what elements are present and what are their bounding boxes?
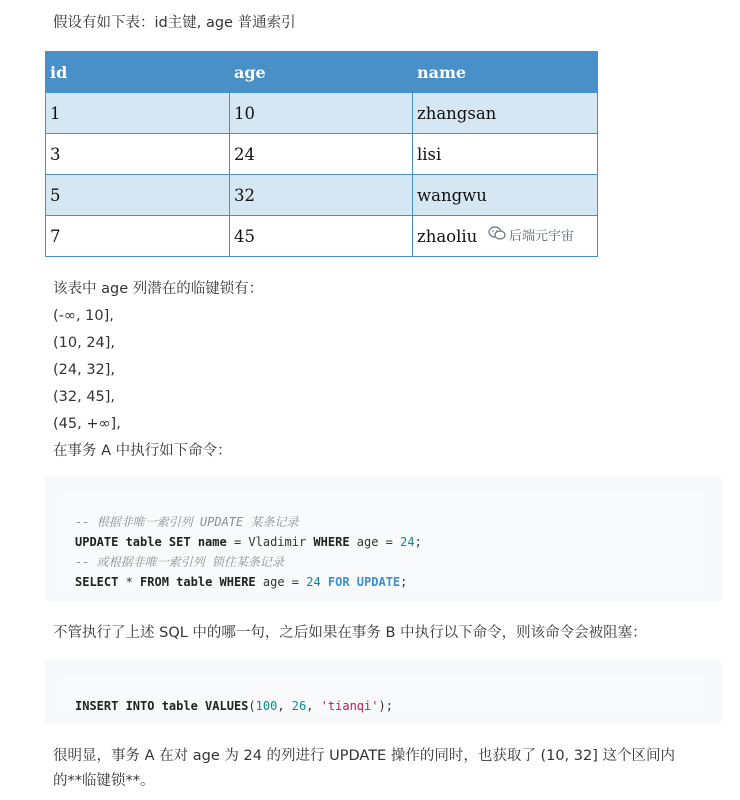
header-name: name: [413, 52, 598, 93]
cell-id: 5: [46, 175, 230, 216]
interval-item: (10, 24],: [53, 335, 116, 351]
interval-item: (24, 32],: [53, 362, 116, 378]
conclusion-line: 很明显，事务 A 在对 age 为 24 的列进行 UPDATE 操作的同时，也获取了 (10, 32] 这个区间内: [53, 748, 675, 764]
cell-id: 3: [46, 134, 230, 175]
code-line: UPDATE table SET name = Vladimir WHERE age = 24;: [75, 535, 422, 549]
code-line: INSERT INTO table VALUES(100, 26, 'tianqi');: [75, 699, 393, 713]
cell-id: 1: [46, 93, 230, 134]
intro-text: 假设有如下表：id主键, age 普通索引: [53, 15, 296, 31]
code-line: [75, 512, 708, 532]
code-comment: -- 根据非唯一索引列 UPDATE 某条记录: [75, 515, 299, 529]
code-comment: -- 或根据非唯一索引列 锁住某条记录: [75, 555, 284, 569]
tx-a-intro: 在事务 A 中执行如下命令：: [53, 443, 232, 459]
cell-id: 7: [46, 216, 230, 257]
interval-item: (32, 45],: [53, 389, 116, 405]
cell-age: 10: [230, 93, 413, 134]
watermark: [488, 225, 574, 244]
table-header-row: [46, 52, 598, 93]
cell-name: zhaoliu: [413, 216, 598, 257]
cell-name: lisi: [413, 134, 598, 175]
interval-list: [53, 276, 263, 465]
tx-b-intro: 不管执行了上述 SQL 中的哪一句，之后如果在事务 B 中执行以下命令，则该命令会被阻塞：: [53, 625, 647, 641]
code-line: SELECT * FROM table WHERE age = 24 FOR UPDATE;: [75, 575, 408, 589]
watermark-text: 后端元宇宙: [509, 229, 575, 244]
code-block-2: [45, 660, 722, 724]
cell-name: wangwu: [413, 175, 598, 216]
header-id: id: [46, 52, 230, 93]
table-row: [46, 93, 598, 134]
cell-age: 24: [230, 134, 413, 175]
cell-age: 45: [230, 216, 413, 257]
code-block-1: [45, 476, 722, 601]
table-row: [46, 134, 598, 175]
interval-item: (-∞, 10],: [53, 308, 114, 324]
cell-name: zhangsan: [413, 93, 598, 134]
interval-item: (45, +∞],: [53, 416, 121, 432]
conclusion-text: [53, 744, 675, 794]
code-line: [75, 552, 708, 572]
header-age: age: [230, 52, 413, 93]
cell-age: 32: [230, 175, 413, 216]
table-row: [46, 175, 598, 216]
conclusion-line: 的**临键锁**。: [53, 773, 155, 789]
wechat-icon: [488, 226, 506, 244]
lock-intro: 该表中 age 列潜在的临键锁有：: [53, 281, 264, 297]
